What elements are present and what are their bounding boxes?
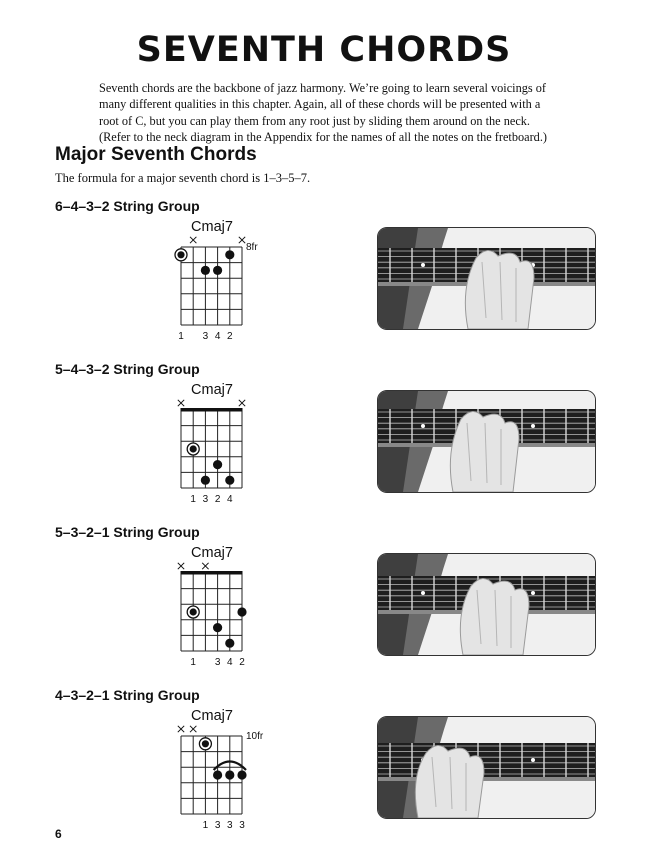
hand-photo [377,716,596,819]
hand-photo-image [378,228,595,329]
note-dot [213,266,222,275]
finger-number: 3 [227,820,233,831]
group-title: 5–4–3–2 String Group [55,361,200,377]
finger-number: 2 [239,657,245,668]
finger-number: 1 [178,331,184,342]
muted-string-icon [178,563,184,569]
finger-number: 2 [214,494,221,505]
nut-bar [181,571,243,575]
chord-diagram [171,559,252,661]
root-note-center [177,251,184,258]
hand-photo-image [378,554,595,655]
muted-string-icon [239,237,245,243]
note-dot [237,607,246,616]
hand-photo [377,553,596,656]
finger-number: 3 [214,820,221,831]
note-dot [201,476,210,485]
note-dot [225,770,234,779]
page-title: SEVENTH CHORDS [136,30,512,70]
chord-diagram [171,722,252,824]
finger-number: 3 [214,657,221,668]
finger-number: 3 [202,494,209,505]
muted-string-icon [178,726,184,732]
finger-number: 4 [227,494,233,505]
finger-number: 1 [190,657,196,668]
muted-string-icon [202,563,208,569]
nut-bar [181,408,243,412]
root-note-center [190,608,197,615]
group-title: 6–4–3–2 String Group [55,198,200,214]
note-dot [237,770,246,779]
note-dot [225,476,234,485]
hand-photo-image [378,391,595,492]
finger-number: 4 [214,331,221,342]
finger-number: 3 [239,820,245,831]
finger-number: 1 [202,820,209,831]
root-note-center [202,740,209,747]
chord-name: Cmaj7 [191,382,233,398]
finger-number: 3 [202,331,209,342]
note-dot [213,770,222,779]
formula-text: The formula for a major seventh chord is 1–3–5–7. [55,171,311,185]
group-title: 5–3–2–1 String Group [55,524,200,540]
chord-name: Cmaj7 [191,219,233,235]
page-number: 6 [55,827,62,841]
section-title: Major Seventh Chords [55,144,257,165]
intro-paragraph: Seventh chords are the backbone of jazz harmony. We’re going to learn several voicings of many different qualities in this chapter. Again, all of these chords will be presented with a root of C, but you can play them from any root just by sliding them around on the neck. (Refer to the neck diagram in the Appendix for the names of all the notes on the fretboard.) [99,81,548,145]
hand-photo [377,227,596,330]
fret-position-label: 10fr [246,731,264,742]
note-dot [225,639,234,648]
muted-string-icon [190,726,196,732]
chord-diagram [171,396,252,498]
finger-number: 1 [190,494,196,505]
note-dot [225,250,234,259]
finger-number: 2 [227,331,233,342]
chord-name: Cmaj7 [191,545,233,561]
muted-string-icon [239,400,245,406]
note-dot [213,460,222,469]
chord-diagram [171,233,252,335]
muted-string-icon [178,400,184,406]
chord-name: Cmaj7 [191,708,233,724]
note-dot [213,623,222,632]
hand-photo-image [378,717,595,818]
fret-position-label: 8fr [246,242,258,253]
note-dot [201,266,210,275]
muted-string-icon [190,237,196,243]
hand-photo [377,390,596,493]
finger-number: 4 [227,657,233,668]
group-title: 4–3–2–1 String Group [55,687,200,703]
root-note-center [190,445,197,452]
